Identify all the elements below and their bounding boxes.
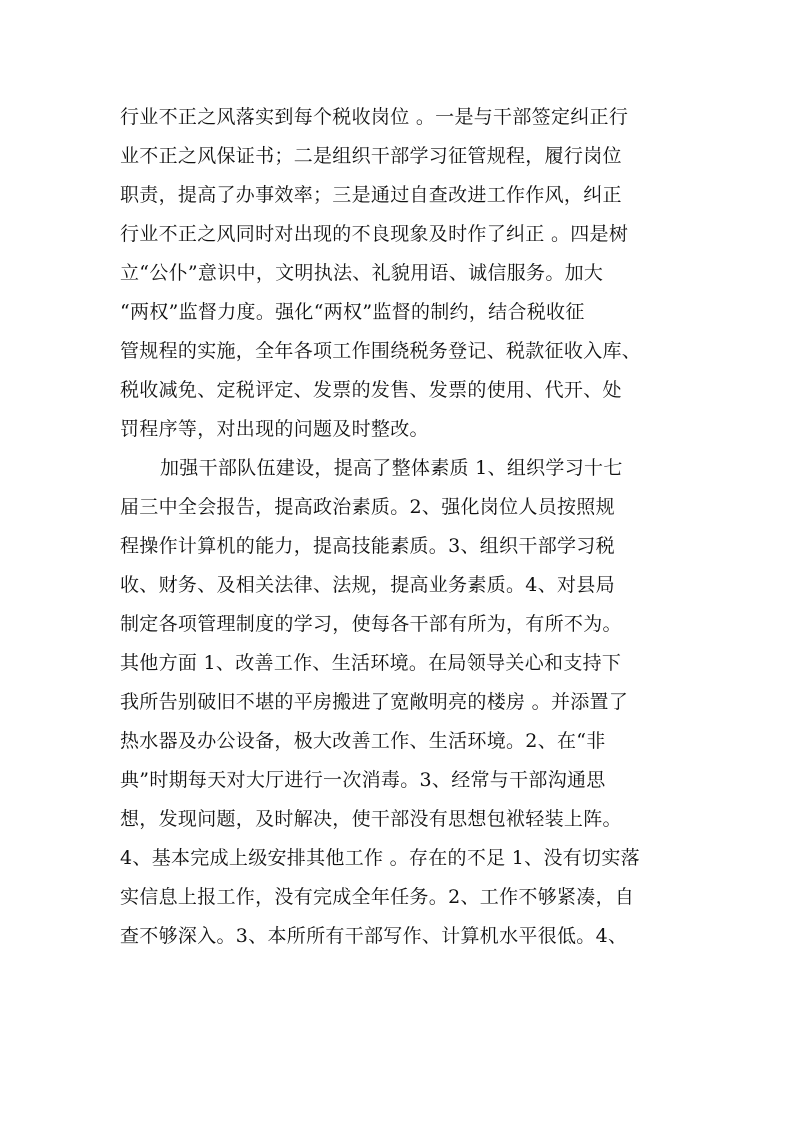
text-line: “两权”监督力度。强化“两权”监督的制约，结合税收征	[120, 301, 585, 323]
text-line: 想，发现问题，及时解决，使干部没有思想包袱轻装上阵。	[120, 808, 622, 830]
paragraph-2	[120, 449, 680, 956]
text-line: 管规程的实施，全年各项工作围绕税务登记、税款征收入库、	[120, 340, 642, 362]
text-line: 业不正之风保证书；二是组织干部学习征管规程，履行岗位	[120, 145, 622, 167]
text-line: 届三中全会报告，提高政治素质。2、强化岗位人员按照规	[120, 496, 615, 518]
text-line: 税收减免、定税评定、发票的发售、发票的使用、代开、处	[120, 379, 622, 401]
text-line: 行业不正之风落实到每个税收岗位 。一是与干部签定纠正行	[120, 106, 629, 128]
text-line: 我所告别破旧不堪的平房搬进了宽敞明亮的楼房 。并添置了	[120, 691, 629, 713]
text-line: 实信息上报工作，没有完成全年任务。2、工作不够紧凑，自	[120, 886, 635, 908]
text-line: 收、财务、及相关法律、法规，提高业务素质。4、对县局	[120, 574, 615, 596]
paragraph-1	[120, 98, 680, 449]
text-line: 行业不正之风同时对出现的不良现象及时作了纠正 。四是树	[120, 223, 629, 245]
text-line: 职责，提高了办事效率；三是通过自查改进工作作风，纠正	[120, 184, 622, 206]
text-line: 制定各项管理制度的学习，使每各干部有所为，有所不为。	[120, 613, 622, 635]
text-line: 程操作计算机的能力，提高技能素质。3、组织干部学习税	[120, 535, 615, 557]
text-line: 罚程序等，对出现的问题及时整改。	[120, 418, 429, 440]
body-text	[120, 98, 680, 956]
text-line: 加强干部队伍建设，提高了整体素质 1、组织学习十七	[160, 457, 623, 479]
text-line: 查不够深入。3、本所所有干部写作、计算机水平很低。4、	[120, 925, 628, 947]
text-line: 4、基本完成上级安排其他工作 。存在的不足 1、没有切实落	[120, 847, 640, 869]
text-line: 其他方面 1、改善工作、生活环境。在局领导关心和支持下	[120, 652, 622, 674]
text-line: 热水器及办公设备，极大改善工作、生活环境。2、在“非	[120, 730, 606, 752]
text-line: 典”时期每天对大厅进行一次消毒。3、经常与干部沟通思	[120, 769, 606, 791]
text-line: 立“公仆”意识中，文明执法、礼貌用语、诚信服务。加大	[120, 262, 604, 284]
